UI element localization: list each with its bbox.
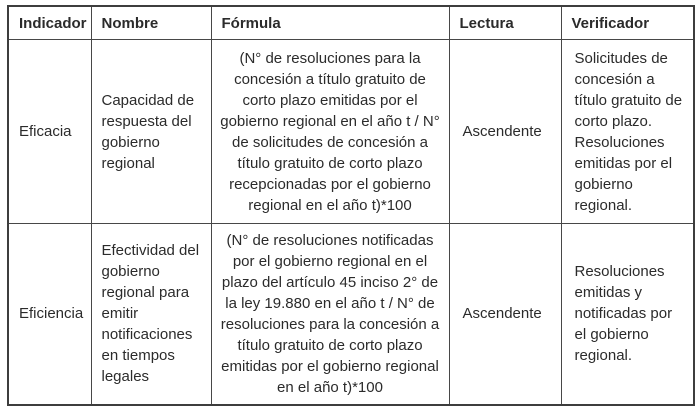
cell-verificador-eficiencia: Resoluciones emitidas y notificadas por el gobierno regional. bbox=[561, 224, 694, 405]
column-header-lectura: Lectura bbox=[449, 6, 561, 40]
column-header-indicador: Indicador bbox=[8, 6, 91, 40]
cell-lectura-eficiencia: Ascendente bbox=[449, 224, 561, 405]
cell-verificador-eficacia: Solicitudes de concesión a título gratuito de corto plazo. Resoluciones emitidas por el gobierno regional. bbox=[561, 40, 694, 224]
cell-lectura-eficacia: Ascendente bbox=[449, 40, 561, 224]
cell-formula-eficacia: (N° de resoluciones para la concesión a título gratuito de corto plazo emitidas por el gobierno regional en el año t / N° de solicitudes de concesión a título gratuito de corto plazo recepcionadas por el gobierno regional en el año t)*100 bbox=[211, 40, 449, 224]
cell-nombre-eficacia: Capacidad de respuesta del gobierno regional bbox=[91, 40, 211, 224]
cell-indicador-eficiencia: Eficiencia bbox=[8, 224, 91, 405]
table-header-row bbox=[8, 6, 694, 40]
table-row-eficacia bbox=[8, 40, 694, 224]
indicator-definition-table bbox=[7, 5, 695, 406]
cell-formula-eficiencia: (N° de resoluciones notificadas por el gobierno regional en el plazo del artículo 45 inciso 2° de la ley 19.880 en el año t / N° de resoluciones para la concesión a título gratuito de corto plazo emitidas por el gobierno regional en el año t)*100 bbox=[211, 224, 449, 405]
column-header-formula: Fórmula bbox=[211, 6, 449, 40]
cell-indicador-eficacia: Eficacia bbox=[8, 40, 91, 224]
table-row-eficiencia bbox=[8, 224, 694, 405]
column-header-nombre: Nombre bbox=[91, 6, 211, 40]
cell-nombre-eficiencia: Efectividad del gobierno regional para emitir notificaciones en tiempos legales bbox=[91, 224, 211, 405]
column-header-verificador: Verificador bbox=[561, 6, 694, 40]
